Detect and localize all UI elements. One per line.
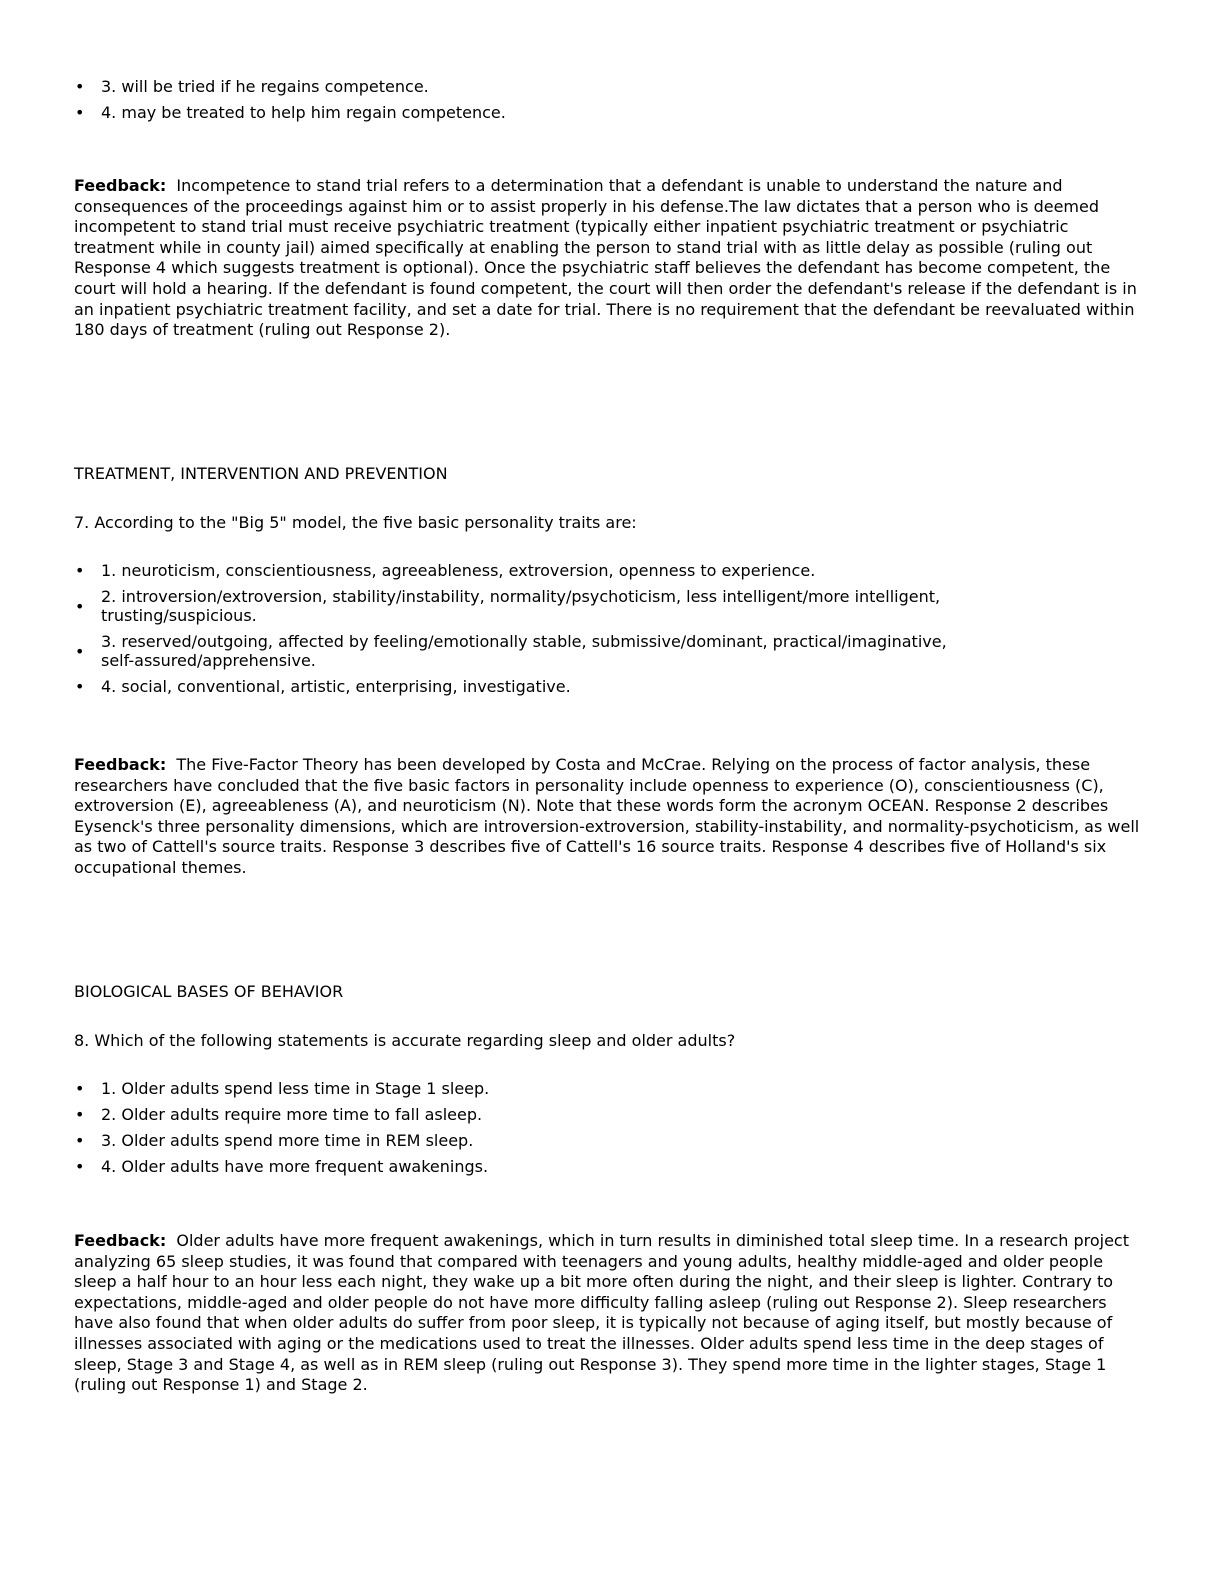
answer-option: • 2. introversion/extroversion, stability/instability, normality/psychoticism, less intelligent/more intelligent, trusting/suspicious. bbox=[75, 587, 941, 625]
bullet-icon: • bbox=[75, 1079, 85, 1098]
answer-option: • 1. Older adults spend less time in Stage 1 sleep. bbox=[75, 1079, 490, 1098]
question-7: 7. According to the "Big 5" model, the five basic personality traits are: bbox=[74, 513, 637, 532]
answer-option: • 4. may be treated to help him regain competence. bbox=[75, 103, 506, 122]
answer-option: • 4. social, conventional, artistic, enterprising, investigative. bbox=[75, 677, 571, 696]
feedback-text: Older adults have more frequent awakenings, which in turn results in diminished total sleep time. In a research project analyzing 65 sleep studies, it was found that compared with teenagers and young adults, healthy middle-aged and older people sleep a half hour to an hour less each night, they wake up a bit more often during the night, and their sleep is lighter. Contrary to expectations, middle-aged and older people do not have more difficulty falling asleep (ruling out Response 2). Sleep researchers have also found that when older adults do suffer from poor sleep, it is typically not because of aging itself, but mostly because of illnesses associated with aging or the medications used to treat the illnesses. Older adults spend less time in the deep stages of sleep, Stage 3 and Stage 4, as well as in REM sleep (ruling out Response 3). They spend more time in the lighter stages, Stage 1 (ruling out Response 1) and Stage 2. bbox=[74, 1231, 1129, 1395]
feedback-q6 bbox=[74, 176, 1142, 341]
bullet-icon: • bbox=[75, 642, 85, 661]
bullet-icon: • bbox=[75, 1131, 85, 1150]
feedback-q8 bbox=[74, 1231, 1142, 1396]
answer-option: • 1. neuroticism, conscientiousness, agreeableness, extroversion, openness to experience. bbox=[75, 561, 816, 580]
feedback-text: The Five-Factor Theory has been developed by Costa and McCrae. Relying on the process of factor analysis, these researchers have concluded that the five basic factors in personality include openness to experience (O), conscientiousness (C), extroversion (E), agreeableness (A), and neuroticism (N). Note that these words form the acronym OCEAN. Response 2 describes Eysenck's three personality dimensions, which are introversion-extroversion, stability-instability, and normality-psychoticism, as well as two of Cattell's source traits. Response 3 describes five of Cattell's 16 source traits. Response 4 describes five of Holland's six occupational themes. bbox=[74, 755, 1140, 877]
bullet-icon: • bbox=[75, 77, 85, 96]
feedback-label: Feedback: bbox=[74, 1231, 167, 1250]
feedback-text: Incompetence to stand trial refers to a determination that a defendant is unable to understand the nature and consequences of the proceedings against him or to assist properly in his defense.The law dictates that a person who is deemed incompetent to stand trial must receive psychiatric treatment (typically either inpatient psychiatric treatment or psychiatric treatment while in county jail) aimed specifically at enabling the person to stand trial with as little delay as possible (ruling out Response 4 which suggests treatment is optional). Once the psychiatric staff believes the defendant has become competent, the court will hold a hearing. If the defendant is found competent, the court will then order the defendant's release if the defendant is in an inpatient psychiatric treatment facility, and set a date for trial. There is no requirement that the defendant be reevaluated within 180 days of treatment (ruling out Response 2). bbox=[74, 176, 1137, 340]
feedback-label: Feedback: bbox=[74, 176, 167, 195]
answer-option: • 3. will be tried if he regains competence. bbox=[75, 77, 429, 96]
answer-options-q6 bbox=[74, 77, 1144, 129]
answer-option: • 3. Older adults spend more time in REM sleep. bbox=[75, 1131, 474, 1150]
answer-options-q7 bbox=[74, 561, 1144, 703]
answer-option: • 4. Older adults have more frequent awakenings. bbox=[75, 1157, 489, 1176]
bullet-icon: • bbox=[75, 103, 85, 122]
section-heading-biological: BIOLOGICAL BASES OF BEHAVIOR bbox=[74, 982, 344, 1001]
section-heading-treatment: TREATMENT, INTERVENTION AND PREVENTION bbox=[74, 464, 448, 483]
answer-option: • 3. reserved/outgoing, affected by feeling/emotionally stable, submissive/dominant, practical/imaginative, self-assured/apprehensive. bbox=[75, 632, 947, 670]
bullet-icon: • bbox=[75, 1105, 85, 1124]
answer-options-q8 bbox=[74, 1079, 1144, 1183]
feedback-label: Feedback: bbox=[74, 755, 167, 774]
bullet-icon: • bbox=[75, 1157, 85, 1176]
bullet-icon: • bbox=[75, 677, 85, 696]
bullet-icon: • bbox=[75, 597, 85, 616]
answer-option: • 2. Older adults require more time to fall asleep. bbox=[75, 1105, 483, 1124]
feedback-q7 bbox=[74, 755, 1142, 879]
question-8: 8. Which of the following statements is accurate regarding sleep and older adults? bbox=[74, 1031, 736, 1050]
bullet-icon: • bbox=[75, 561, 85, 580]
